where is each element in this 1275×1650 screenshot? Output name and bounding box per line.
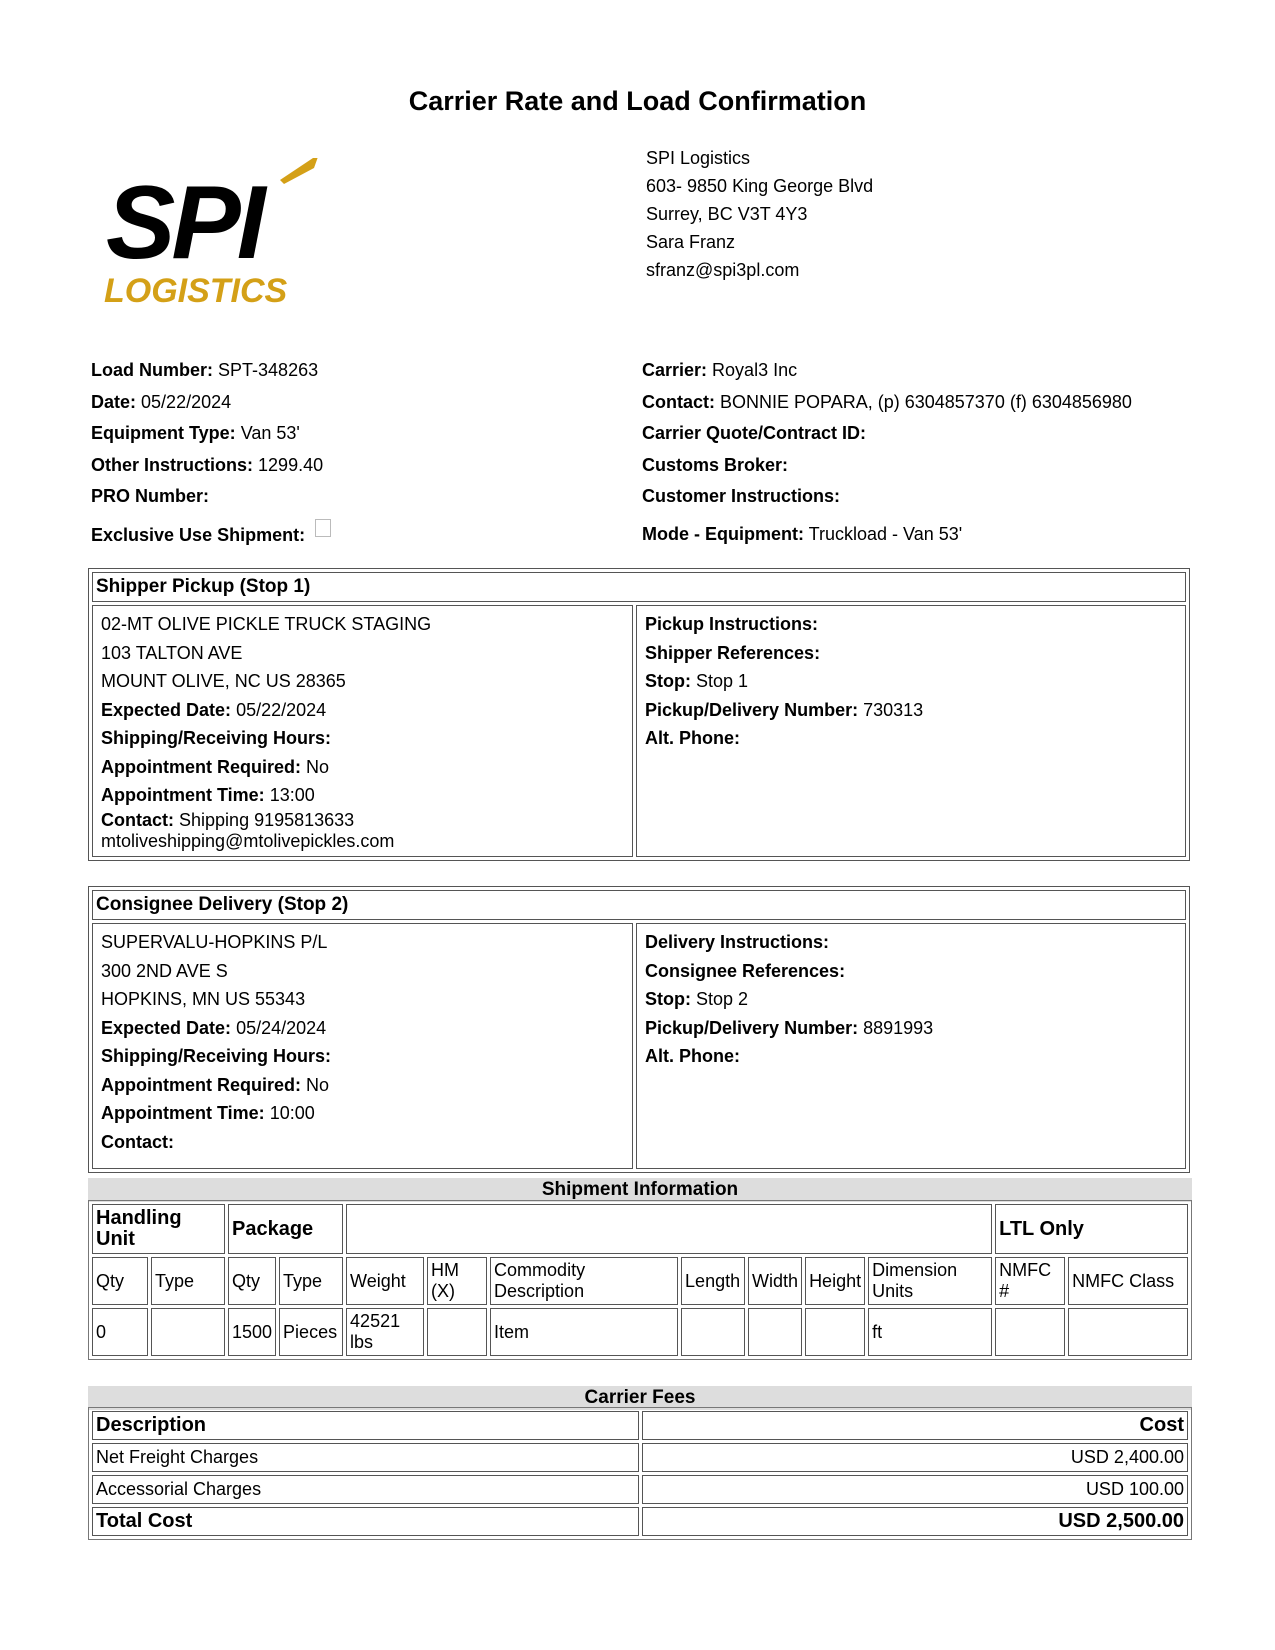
pickup-instructions-label: Pickup Instructions: bbox=[645, 614, 819, 634]
exclusive-use-checkbox[interactable] bbox=[315, 519, 331, 537]
carrier-fees-heading: Carrier Fees bbox=[88, 1386, 1192, 1410]
col-length: Length bbox=[681, 1257, 745, 1305]
equipment-label: Equipment Type: bbox=[91, 423, 236, 443]
col-width: Width bbox=[748, 1257, 802, 1305]
total-cost: USD 2,500.00 bbox=[642, 1507, 1189, 1536]
pickup-address-cell bbox=[92, 605, 633, 857]
pickup-appt-time: 13:00 bbox=[269, 785, 315, 805]
delivery-hours-label: Shipping/Receiving Hours: bbox=[101, 1046, 332, 1066]
svg-text:LOGISTICS: LOGISTICS bbox=[104, 272, 288, 310]
pickup-hours-label: Shipping/Receiving Hours: bbox=[101, 728, 332, 748]
blank-group-header bbox=[346, 1204, 992, 1254]
load-info bbox=[91, 355, 331, 551]
pickup-appt-required: No bbox=[306, 756, 330, 777]
pickup-alt-phone-label: Alt. Phone: bbox=[645, 728, 740, 748]
delivery-pd-number: 8891993 bbox=[863, 1017, 934, 1038]
date-label: Date: bbox=[91, 391, 137, 412]
cell-commodity: Item bbox=[490, 1308, 678, 1356]
col-weight: Weight bbox=[346, 1257, 424, 1305]
cell-hu-qty: 0 bbox=[92, 1308, 148, 1356]
pickup-contact-label: Contact: bbox=[101, 809, 174, 830]
fees-description-header: Description bbox=[92, 1411, 639, 1440]
customs-broker-label: Customs Broker: bbox=[642, 454, 789, 475]
shipper-pickup-section bbox=[88, 568, 1190, 861]
pickup-city: MOUNT OLIVE, NC US 28365 bbox=[101, 671, 346, 691]
consignee-references-label: Consignee References: bbox=[645, 960, 846, 981]
pro-number-label: PRO Number: bbox=[91, 486, 210, 506]
carrier-contact-label: Contact: bbox=[642, 391, 715, 412]
col-pkg-qty: Qty bbox=[228, 1257, 276, 1305]
carrier-label: Carrier: bbox=[642, 360, 708, 380]
pickup-contact-email: mtoliveshipping@mtolivepickles.com bbox=[101, 830, 395, 851]
delivery-heading: Consignee Delivery (Stop 2) bbox=[92, 890, 1186, 920]
svg-text:SPI: SPI bbox=[106, 165, 262, 281]
delivery-expected-label: Expected Date: bbox=[101, 1017, 232, 1038]
carrier-quote-label: Carrier Quote/Contract ID: bbox=[642, 423, 867, 443]
carrier-name: Royal3 Inc bbox=[712, 360, 798, 380]
package-header: Package bbox=[228, 1204, 343, 1254]
company-contact: Sara Franz bbox=[646, 232, 736, 252]
col-nmfc-number: NMFC # bbox=[995, 1257, 1065, 1305]
company-name: SPI Logistics bbox=[646, 148, 751, 168]
delivery-stop: Stop 2 bbox=[696, 989, 749, 1009]
col-height: Height bbox=[805, 1257, 865, 1305]
col-nmfc-class: NMFC Class bbox=[1068, 1257, 1188, 1305]
pickup-appt-time-label: Appointment Time: bbox=[101, 785, 265, 805]
cell-weight: 42521 lbs bbox=[346, 1308, 424, 1356]
company-address-line1: 603- 9850 King George Blvd bbox=[646, 176, 874, 196]
pickup-expected-date: 05/22/2024 bbox=[236, 699, 327, 720]
cell-dimension-units: ft bbox=[868, 1308, 992, 1356]
carrier-info bbox=[642, 355, 1132, 550]
delivery-appt-required: No bbox=[306, 1074, 330, 1095]
company-address bbox=[646, 144, 873, 284]
load-number: SPT-348263 bbox=[218, 360, 319, 380]
pickup-expected-label: Expected Date: bbox=[101, 699, 232, 720]
total-cost-label: Total Cost bbox=[92, 1507, 639, 1536]
delivery-expected-date: 05/24/2024 bbox=[236, 1017, 327, 1038]
customer-instructions-label: Customer Instructions: bbox=[642, 486, 841, 506]
delivery-appt-time-label: Appointment Time: bbox=[101, 1103, 265, 1123]
consignee-delivery-section bbox=[88, 886, 1190, 1173]
delivery-alt-phone-label: Alt. Phone: bbox=[645, 1046, 740, 1066]
handling-unit-header: Handling Unit bbox=[92, 1204, 225, 1254]
document-title: Carrier Rate and Load Confirmation bbox=[408, 86, 867, 116]
pickup-stop: Stop 1 bbox=[696, 671, 749, 691]
cell-nmfc-number bbox=[995, 1308, 1065, 1356]
ltl-only-header: LTL Only bbox=[995, 1204, 1188, 1254]
mode-equipment: Truckload - Van 53' bbox=[808, 523, 963, 544]
company-logo bbox=[104, 158, 334, 324]
shipper-references-label: Shipper References: bbox=[645, 642, 821, 663]
company-email: sfranz@spi3pl.com bbox=[646, 260, 800, 280]
shipment-table bbox=[88, 1200, 1192, 1360]
delivery-stop-label: Stop: bbox=[645, 989, 691, 1009]
pickup-details-cell bbox=[636, 605, 1186, 857]
delivery-address-cell bbox=[92, 923, 633, 1169]
pickup-pd-number-label: Pickup/Delivery Number: bbox=[645, 699, 859, 720]
col-hu-qty: Qty bbox=[92, 1257, 148, 1305]
pickup-appt-required-label: Appointment Required: bbox=[101, 756, 301, 777]
fee-cost: USD 2,400.00 bbox=[642, 1443, 1189, 1472]
company-address-line2: Surrey, BC V3T 4Y3 bbox=[646, 204, 808, 224]
pickup-contact: Shipping 9195813633 bbox=[179, 809, 355, 830]
load-date: 05/22/2024 bbox=[141, 391, 232, 412]
delivery-details-cell bbox=[636, 923, 1186, 1169]
exclusive-use-label: Exclusive Use Shipment: bbox=[91, 524, 306, 545]
load-number-label: Load Number: bbox=[91, 360, 214, 380]
cell-hu-type bbox=[151, 1308, 225, 1356]
delivery-instructions-label: Delivery Instructions: bbox=[645, 932, 830, 952]
shipment-info-heading: Shipment Information bbox=[88, 1178, 1192, 1202]
other-instructions-label: Other Instructions: bbox=[91, 454, 254, 475]
delivery-pd-number-label: Pickup/Delivery Number: bbox=[645, 1017, 859, 1038]
table-row bbox=[92, 1308, 1188, 1356]
cell-pkg-qty: 1500 bbox=[228, 1308, 276, 1356]
col-pkg-type: Type bbox=[279, 1257, 343, 1305]
carrier-contact: BONNIE POPARA, (p) 6304857370 (f) 6304856980 bbox=[720, 391, 1132, 412]
other-instructions: 1299.40 bbox=[258, 454, 324, 475]
col-hu-type: Type bbox=[151, 1257, 225, 1305]
col-commodity: Commodity Description bbox=[490, 1257, 678, 1305]
cell-length bbox=[681, 1308, 745, 1356]
cell-height bbox=[805, 1308, 865, 1356]
fee-description: Accessorial Charges bbox=[92, 1475, 639, 1504]
cell-width bbox=[748, 1308, 802, 1356]
pickup-name: 02-MT OLIVE PICKLE TRUCK STAGING bbox=[101, 614, 432, 634]
delivery-appt-time: 10:00 bbox=[269, 1103, 315, 1123]
table-row bbox=[92, 1475, 1188, 1504]
pickup-stop-label: Stop: bbox=[645, 671, 691, 691]
carrier-fees-table bbox=[88, 1407, 1192, 1540]
table-row bbox=[92, 1443, 1188, 1472]
mode-equipment-label: Mode - Equipment: bbox=[642, 523, 804, 544]
col-hm: HM (X) bbox=[427, 1257, 487, 1305]
fees-cost-header: Cost bbox=[642, 1411, 1189, 1440]
cell-nmfc-class bbox=[1068, 1308, 1188, 1356]
delivery-contact-label: Contact: bbox=[101, 1131, 174, 1152]
delivery-name: SUPERVALU-HOPKINS P/L bbox=[101, 932, 328, 952]
fee-cost: USD 100.00 bbox=[642, 1475, 1189, 1504]
equipment-type: Van 53' bbox=[240, 423, 300, 443]
pickup-heading: Shipper Pickup (Stop 1) bbox=[92, 572, 1186, 602]
cell-hm bbox=[427, 1308, 487, 1356]
col-dimension-units: Dimension Units bbox=[868, 1257, 992, 1305]
fee-description: Net Freight Charges bbox=[92, 1443, 639, 1472]
delivery-appt-required-label: Appointment Required: bbox=[101, 1074, 301, 1095]
delivery-street: 300 2ND AVE S bbox=[101, 960, 228, 981]
delivery-city: HOPKINS, MN US 55343 bbox=[101, 989, 306, 1009]
pickup-street: 103 TALTON AVE bbox=[101, 642, 243, 663]
pickup-pd-number: 730313 bbox=[863, 699, 924, 720]
cell-pkg-type: Pieces bbox=[279, 1308, 343, 1356]
